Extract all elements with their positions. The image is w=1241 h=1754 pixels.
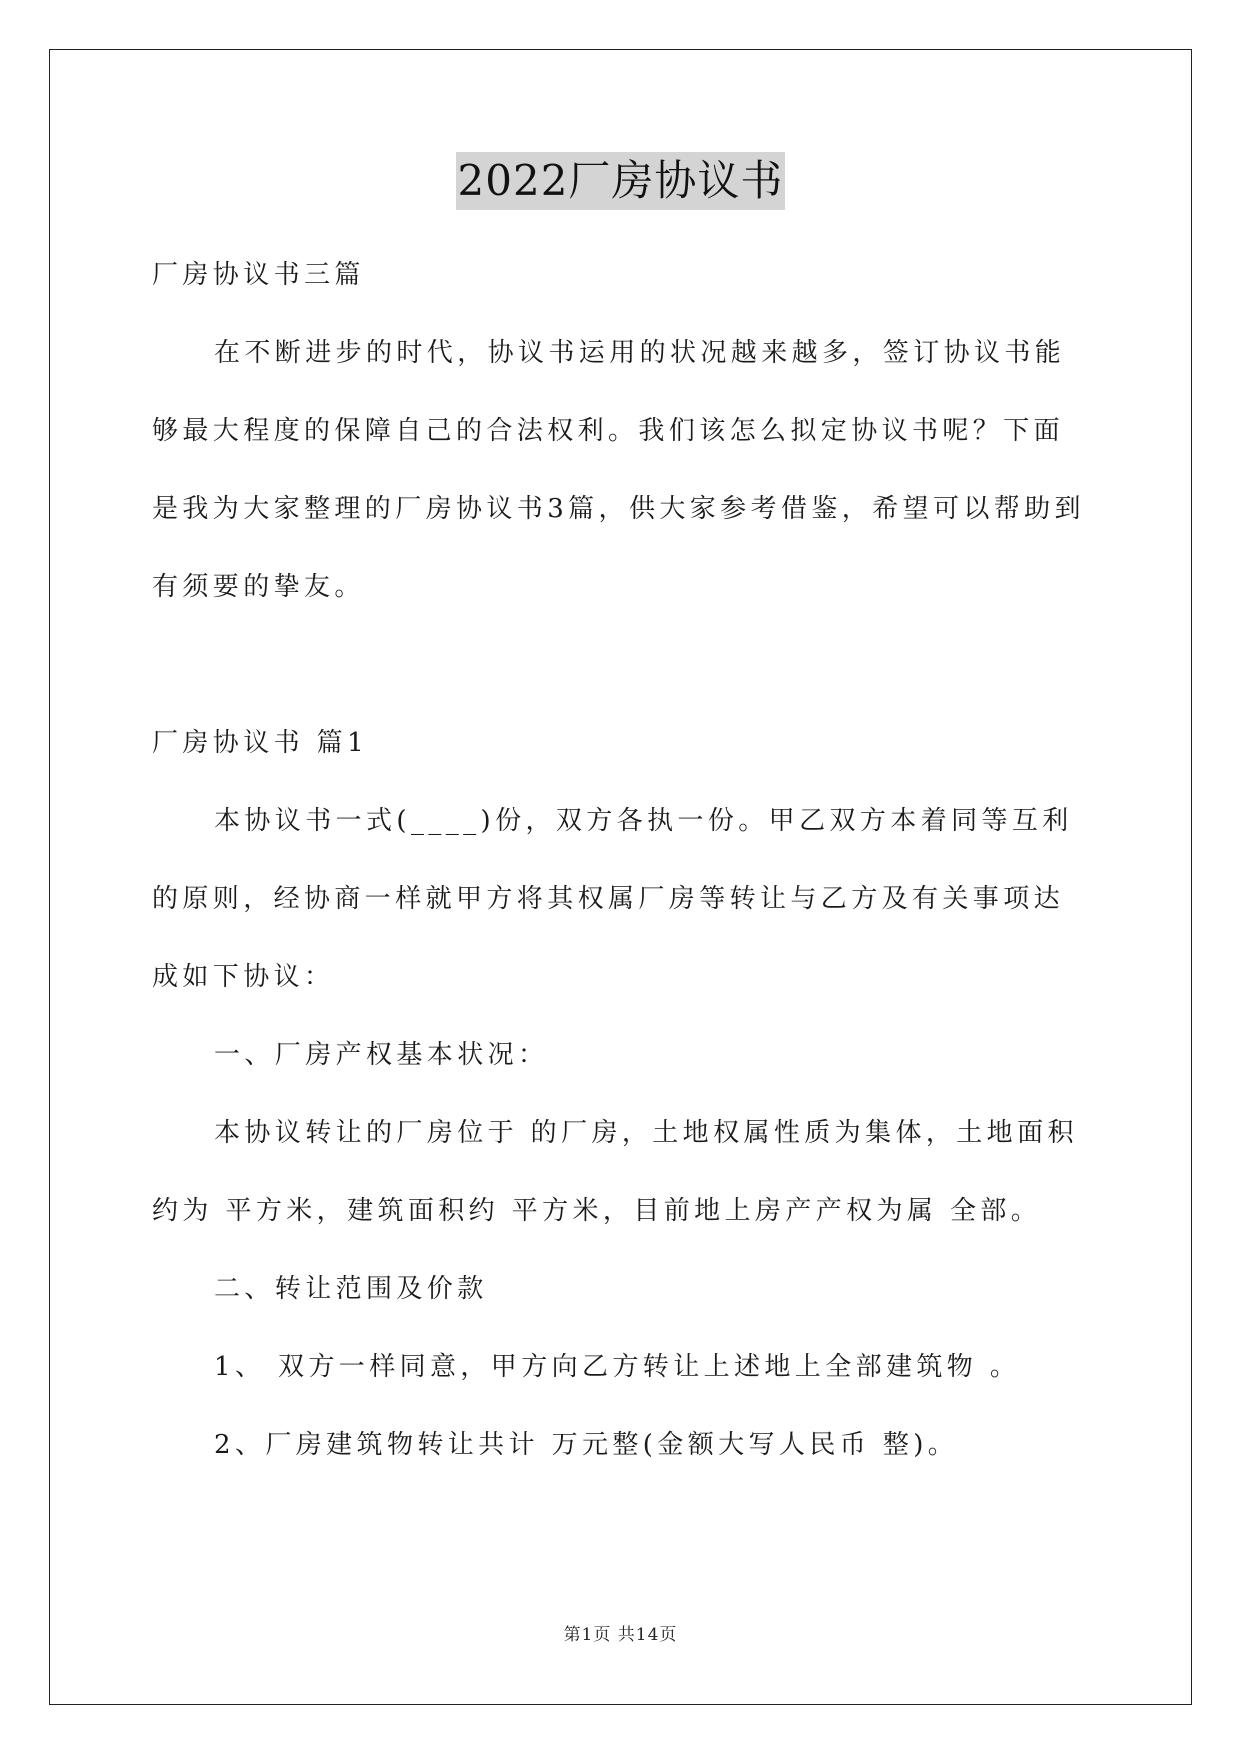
paragraph-clause-2: 二、转让范围及价款 [214,1274,488,1304]
paragraph-item-1: 1、 双方一样同意，甲方向乙方转让上述地上全部建筑物 。 [214,1352,1021,1382]
paragraph-property: 本协议转让的厂房位于 的厂房，土地权属性质为集体，土地面积约为 平方米，建筑面积约 平方米，目前地上房产产权为属 全部。 [152,1118,1078,1226]
intro-paragraph: 在不断进步的时代，协议书运用的状况越来越多，签订协议书能够最大程度的保障自己的合法权利。我们该怎么拟定协议书呢？下面是我为大家整理的厂房协议书3篇，供大家参考借鉴，希望可以帮助到有须要的挚友。 [152,338,1085,602]
document-subtitle: 厂房协议书三篇 [152,260,365,290]
title-container [0,152,1241,210]
document-title: 2022厂房协议书 [456,152,786,210]
page-number: 第1页 共14页 [563,1625,678,1645]
paragraph-clause-1: 一、厂房产权基本状况： [214,1040,549,1070]
section-heading: 厂房协议书 篇1 [152,728,369,758]
paragraph-item-2: 2、厂房建筑物转让共计 万元整(金额大写人民币 整)。 [214,1430,959,1460]
paragraph-terms: 本协议书一式(____)份，双方各执一份。甲乙双方本着同等互利的原则，经协商一样就甲方将其权属厂房等转让与乙方及有关事项达成如下协议： [152,806,1073,992]
document-body [152,236,1092,1484]
section-spacer [152,626,1092,704]
